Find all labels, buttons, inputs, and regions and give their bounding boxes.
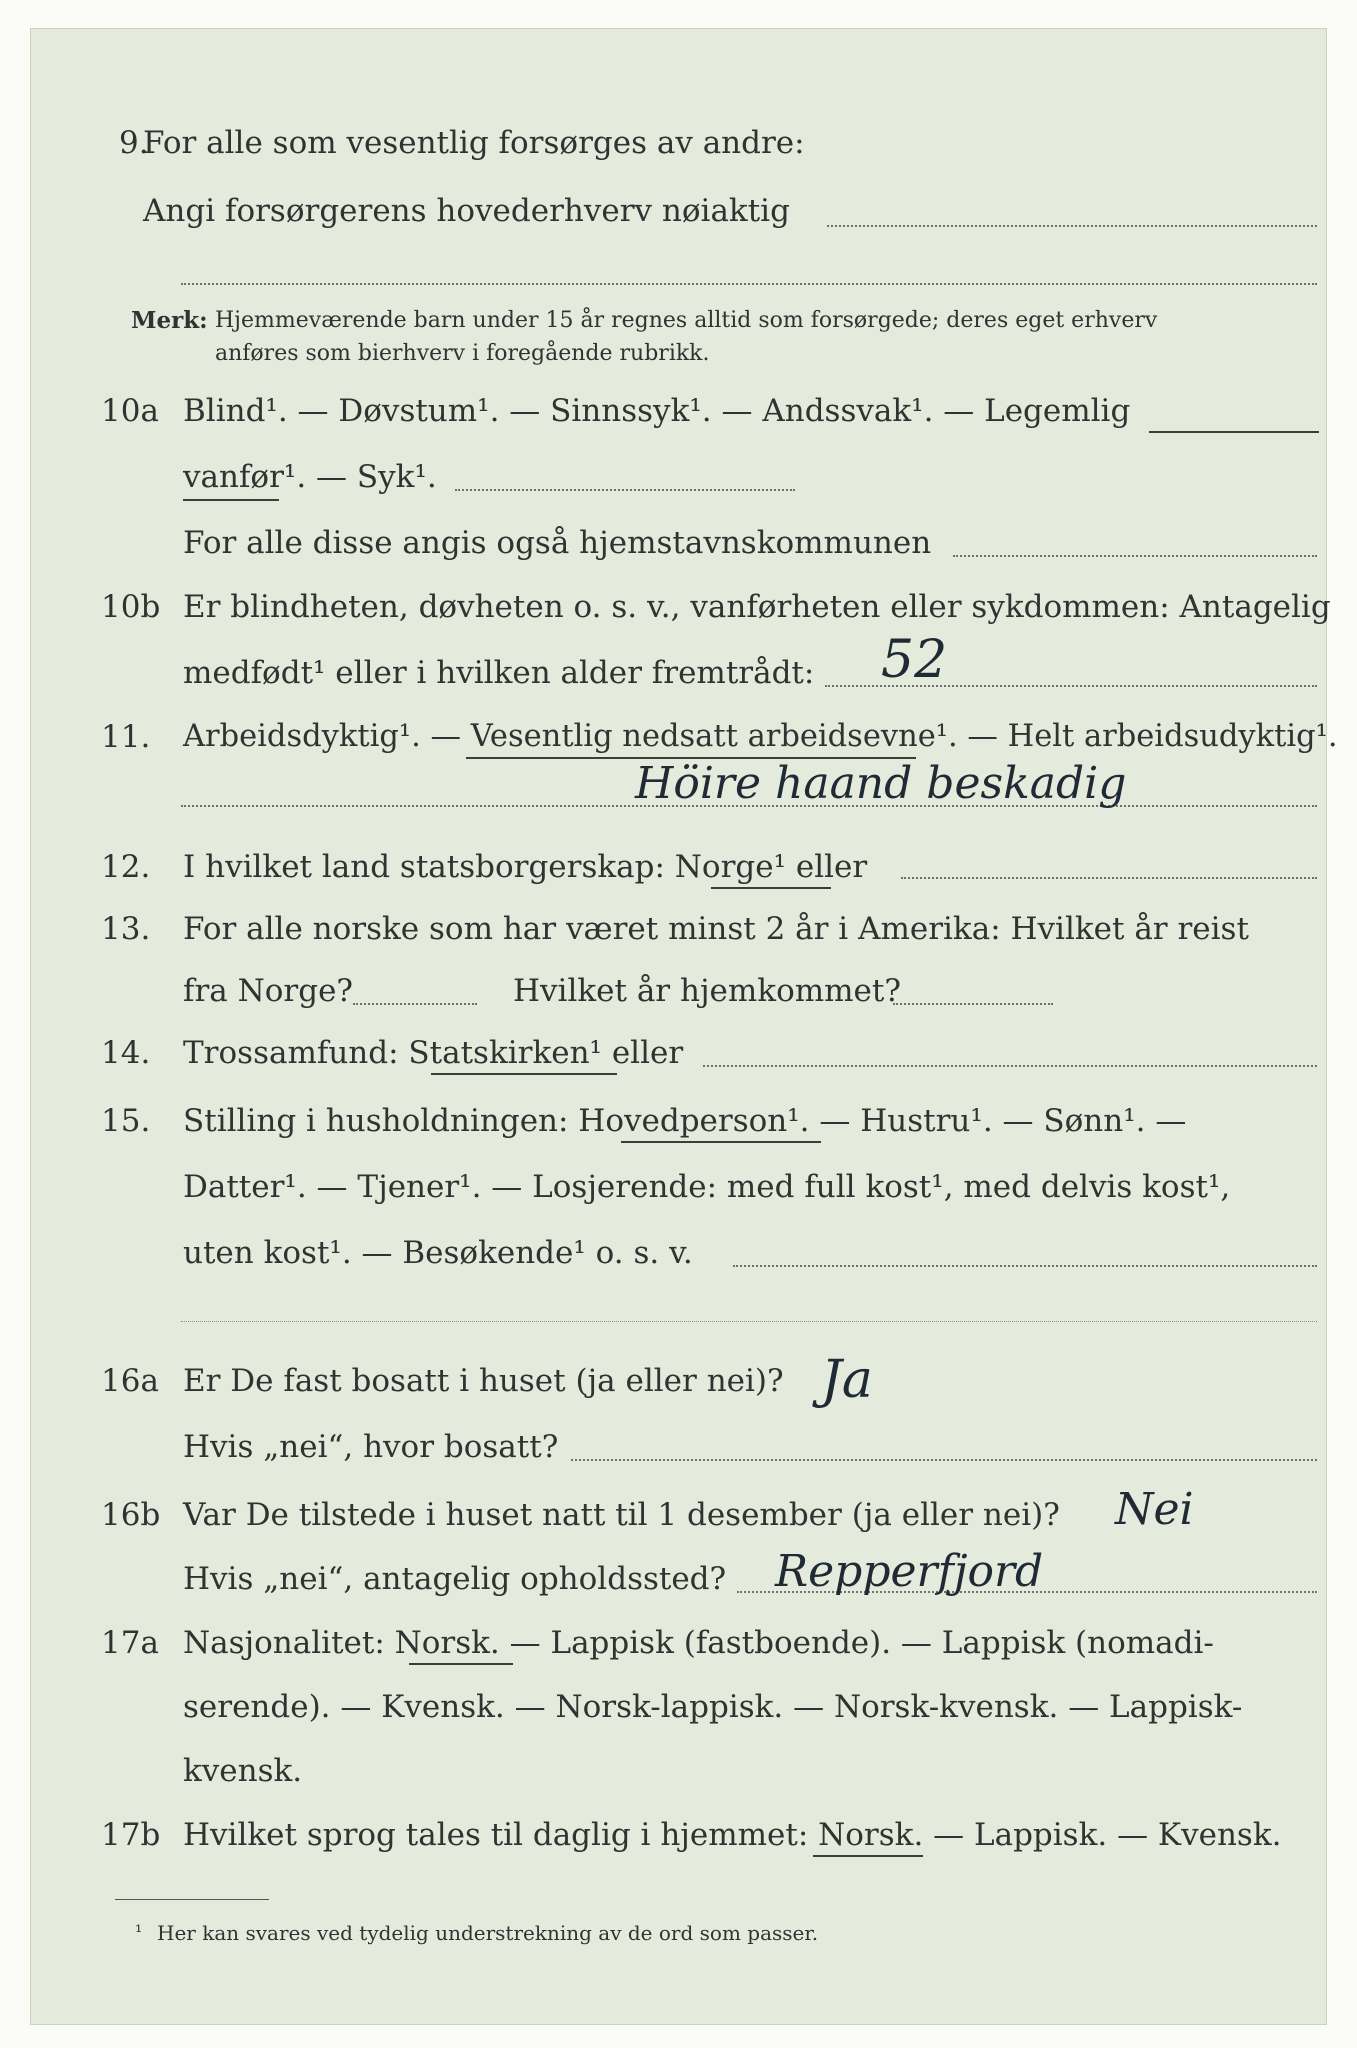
q16b-handwritten-answer1: Nei [1115, 1484, 1194, 1535]
footnote-text: Her kan svares ved tydelig understrekning av de ord som passer. [157, 1921, 819, 1945]
q10a-line1: Blind¹. — Døvstum¹. — Sinnssyk¹. — Andssvak¹. — Legemlig [183, 393, 1131, 429]
underline-norsk [409, 1663, 513, 1665]
q16b-handwritten-answer2: Repperfjord [775, 1546, 1044, 1597]
q17a-line2: serende). — Kvensk. — Norsk-lappisk. — Norsk-kvensk. — Lappisk- [183, 1689, 1243, 1725]
merk-line2: anføres som bierhverv i foregående rubrikk. [215, 341, 710, 366]
underline-norsk-sprog [813, 1855, 923, 1857]
q10a-line3: For alle disse angis også hjemstavnskommunen [183, 525, 932, 561]
q11-line1: Arbeidsdyktig¹. — Vesentlig nedsatt arbeidsevne¹. — Helt arbeidsudyktig¹. [183, 719, 1338, 754]
q14-line1: Trossamfund: Statskirken¹ eller [183, 1035, 684, 1071]
q13-number: 13. [101, 911, 151, 947]
q10a-number: 10a [101, 393, 159, 429]
q9-number: 9. [119, 125, 149, 161]
underline-vanfor [183, 499, 279, 501]
q15-number: 15. [101, 1103, 151, 1139]
q11-number: 11. [101, 719, 151, 755]
q16a-line1: Er De fast bosatt i huset (ja eller nei)? [183, 1363, 784, 1399]
q17b-line1: Hvilket sprog tales til daglig i hjemmet: Norsk. — Lappisk. — Kvensk. [183, 1817, 1282, 1853]
q10a-syk-answer-line [455, 489, 795, 491]
q9-answer-line [827, 225, 1317, 227]
underline-statskirken [431, 1073, 617, 1075]
q13-line2a: fra Norge? [183, 973, 354, 1009]
q13-line2b: Hvilket år hjemkommet? [513, 973, 901, 1009]
q16a-line2: Hvis „nei“, hvor bosatt? [183, 1429, 559, 1465]
q13-line1: For alle norske som har været minst 2 år i Amerika: Hvilket år reist [183, 911, 1249, 947]
q10b-line2: medfødt¹ eller i hvilken alder fremtrådt: [183, 655, 815, 691]
footnote-mark: ¹ [135, 1922, 143, 1943]
q10a-line2: vanfør¹. — Syk¹. [183, 459, 437, 495]
q16b-line2: Hvis „nei“, antagelig opholdssted? [183, 1561, 727, 1597]
q14-number: 14. [101, 1035, 151, 1071]
underline-hovedperson [621, 1141, 821, 1143]
q16b-line1: Var De tilstede i huset natt til 1 desember (ja eller nei)? [183, 1497, 1060, 1533]
q17a-line1: Nasjonalitet: Norsk. — Lappisk (fastboende). — Lappisk (nomadi- [183, 1625, 1214, 1661]
q12-number: 12. [101, 849, 151, 885]
merk-line1: Hjemmeværende barn under 15 år regnes alltid som forsørgede; deres eget erhverv [215, 308, 1158, 333]
q17a-number: 17a [101, 1625, 159, 1661]
q17b-number: 17b [101, 1817, 161, 1853]
q12-answer-line [901, 877, 1317, 879]
census-form-page [30, 28, 1338, 2025]
q13-hjemkommet-line [893, 1003, 1053, 1005]
merk-label: Merk: [131, 307, 208, 334]
q9-line2: Angi forsørgerens hovederhverv nøiaktig [143, 193, 790, 229]
q16a-number: 16a [101, 1363, 159, 1399]
underline-norge [711, 887, 831, 889]
q10a-kommune-line [953, 555, 1317, 557]
q15-answer-line [733, 1265, 1317, 1267]
underline-legemlig [1149, 431, 1319, 433]
q15-line3: uten kost¹. — Besøkende¹ o. s. v. [183, 1235, 693, 1271]
q16a-handwritten-answer: Ja [821, 1350, 873, 1410]
q10b-handwritten-answer: 52 [881, 630, 948, 690]
q9-line1: For alle som vesentlig forsørges av andre: [143, 125, 805, 161]
q13-reist-line [353, 1003, 477, 1005]
footnote-rule [115, 1899, 269, 1900]
q9-answer-line-2 [181, 283, 1317, 285]
q14-answer-line [703, 1065, 1317, 1067]
q16b-number: 16b [101, 1497, 161, 1533]
q16a-answer-line [571, 1459, 1317, 1461]
q11-handwritten-answer: Höire haand beskadig [635, 758, 1127, 809]
q15-line1: Stilling i husholdningen: Hovedperson¹. — Hustru¹. — Sønn¹. — [183, 1103, 1187, 1139]
q15-line2: Datter¹. — Tjener¹. — Losjerende: med full kost¹, med delvis kost¹, [183, 1169, 1231, 1205]
q10b-line1: Er blindheten, døvheten o. s. v., vanførheten eller sykdommen: Antagelig [183, 589, 1331, 625]
q12-line1: I hvilket land statsborgerskap: Norge¹ eller [183, 849, 868, 885]
q17a-line3: kvensk. [183, 1753, 303, 1789]
q10b-number: 10b [101, 589, 161, 625]
section-separator [181, 1321, 1317, 1322]
